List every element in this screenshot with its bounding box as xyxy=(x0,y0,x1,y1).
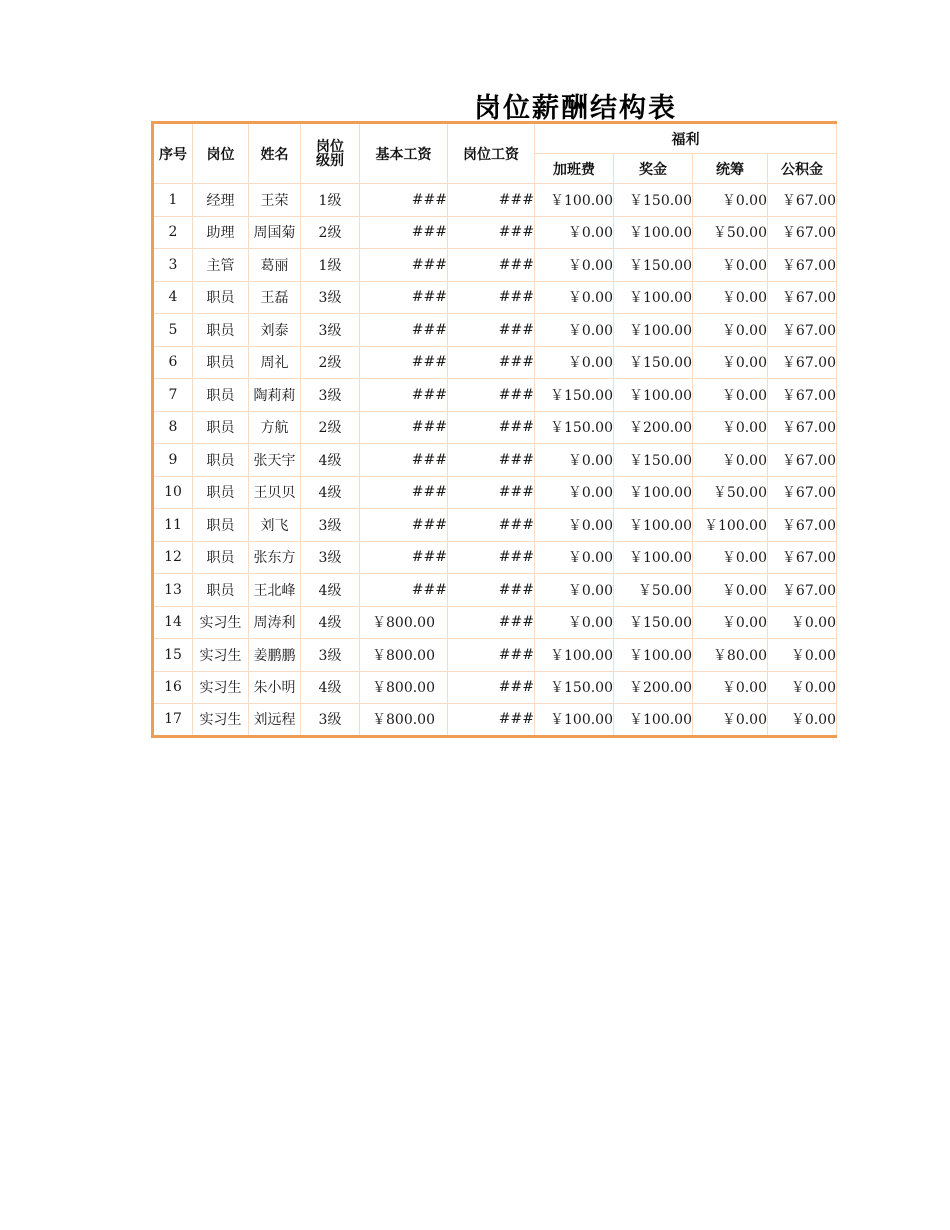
cell-seq[interactable]: 10 xyxy=(153,476,193,509)
salary-table xyxy=(151,121,837,738)
cell-base-salary[interactable]: ### xyxy=(360,541,448,574)
cell-base-salary[interactable]: ### xyxy=(360,216,448,249)
cell-pooling[interactable]: ￥0.00 xyxy=(693,184,768,217)
cell-name[interactable]: 葛丽 xyxy=(249,249,301,282)
cell-bonus[interactable]: ￥100.00 xyxy=(614,281,693,314)
cell-name[interactable]: 刘远程 xyxy=(249,704,301,737)
cell-pooling[interactable]: ￥50.00 xyxy=(693,476,768,509)
cell-level[interactable]: 3级 xyxy=(301,281,360,314)
cell-seq[interactable]: 5 xyxy=(153,314,193,347)
cell-housing-fund[interactable]: ￥67.00 xyxy=(768,411,837,444)
cell-post-salary[interactable]: ### xyxy=(448,541,535,574)
cell-level[interactable]: 3级 xyxy=(301,509,360,542)
cell-post[interactable]: 助理 xyxy=(193,216,249,249)
cell-housing-fund[interactable]: ￥67.00 xyxy=(768,574,837,607)
cell-overtime[interactable]: ￥100.00 xyxy=(535,704,614,737)
cell-post-salary[interactable]: ### xyxy=(448,281,535,314)
cell-level[interactable]: 3级 xyxy=(301,379,360,412)
cell-post-salary[interactable]: ### xyxy=(448,184,535,217)
cell-post-salary[interactable]: ### xyxy=(448,346,535,379)
cell-base-salary[interactable]: ### xyxy=(360,476,448,509)
cell-name[interactable]: 周国菊 xyxy=(249,216,301,249)
cell-name[interactable]: 姜鹏鹏 xyxy=(249,639,301,672)
table-row xyxy=(153,444,837,477)
sheet-title: 岗位薪酬结构表 xyxy=(474,93,677,124)
cell-base-salary[interactable]: ### xyxy=(360,509,448,542)
cell-pooling[interactable]: ￥80.00 xyxy=(693,639,768,672)
cell-housing-fund[interactable]: ￥67.00 xyxy=(768,541,837,574)
cell-pooling[interactable]: ￥50.00 xyxy=(693,216,768,249)
cell-base-salary[interactable]: ￥800.00 xyxy=(360,671,448,704)
cell-housing-fund[interactable]: ￥67.00 xyxy=(768,184,837,217)
cell-post[interactable]: 实习生 xyxy=(193,639,249,672)
cell-base-salary[interactable]: ### xyxy=(360,184,448,217)
cell-overtime[interactable]: ￥0.00 xyxy=(535,606,614,639)
cell-level[interactable]: 4级 xyxy=(301,476,360,509)
cell-level[interactable]: 2级 xyxy=(301,411,360,444)
cell-pooling[interactable]: ￥0.00 xyxy=(693,249,768,282)
cell-level[interactable]: 4级 xyxy=(301,671,360,704)
cell-overtime[interactable]: ￥0.00 xyxy=(535,574,614,607)
cell-level[interactable]: 1级 xyxy=(301,249,360,282)
cell-bonus[interactable]: ￥100.00 xyxy=(614,476,693,509)
header-seq[interactable]: 序号 xyxy=(153,123,193,184)
cell-base-salary[interactable]: ￥800.00 xyxy=(360,606,448,639)
table-row xyxy=(153,249,837,282)
cell-pooling[interactable]: ￥0.00 xyxy=(693,314,768,347)
cell-overtime[interactable]: ￥0.00 xyxy=(535,476,614,509)
cell-overtime[interactable]: ￥0.00 xyxy=(535,444,614,477)
cell-housing-fund[interactable]: ￥67.00 xyxy=(768,476,837,509)
table-row xyxy=(153,314,837,347)
cell-post-salary[interactable]: ### xyxy=(448,444,535,477)
cell-post-salary[interactable]: ### xyxy=(448,476,535,509)
cell-bonus[interactable]: ￥150.00 xyxy=(614,184,693,217)
cell-seq[interactable]: 6 xyxy=(153,346,193,379)
cell-pooling[interactable]: ￥0.00 xyxy=(693,281,768,314)
cell-level[interactable]: 4级 xyxy=(301,444,360,477)
cell-post[interactable]: 职员 xyxy=(193,541,249,574)
cell-pooling[interactable]: ￥0.00 xyxy=(693,574,768,607)
cell-level[interactable]: 1级 xyxy=(301,184,360,217)
cell-seq[interactable]: 16 xyxy=(153,671,193,704)
cell-post-salary[interactable]: ### xyxy=(448,509,535,542)
cell-housing-fund[interactable]: ￥67.00 xyxy=(768,249,837,282)
cell-bonus[interactable]: ￥200.00 xyxy=(614,411,693,444)
header-welfare[interactable]: 福利 xyxy=(535,123,837,154)
cell-bonus[interactable]: ￥100.00 xyxy=(614,379,693,412)
cell-seq[interactable]: 11 xyxy=(153,509,193,542)
cell-housing-fund[interactable]: ￥0.00 xyxy=(768,639,837,672)
cell-seq[interactable]: 8 xyxy=(153,411,193,444)
table-row xyxy=(153,184,837,217)
cell-pooling[interactable]: ￥0.00 xyxy=(693,444,768,477)
cell-base-salary[interactable]: ### xyxy=(360,249,448,282)
cell-base-salary[interactable]: ￥800.00 xyxy=(360,704,448,737)
cell-base-salary[interactable]: ￥800.00 xyxy=(360,639,448,672)
cell-pooling[interactable]: ￥0.00 xyxy=(693,346,768,379)
cell-level[interactable]: 3级 xyxy=(301,314,360,347)
cell-pooling[interactable]: ￥0.00 xyxy=(693,671,768,704)
cell-name[interactable]: 王磊 xyxy=(249,281,301,314)
cell-name[interactable]: 刘泰 xyxy=(249,314,301,347)
cell-housing-fund[interactable]: ￥67.00 xyxy=(768,444,837,477)
cell-housing-fund[interactable]: ￥67.00 xyxy=(768,216,837,249)
header-pooling[interactable]: 统筹 xyxy=(693,154,768,184)
cell-name[interactable]: 周涛利 xyxy=(249,606,301,639)
cell-bonus[interactable]: ￥150.00 xyxy=(614,346,693,379)
cell-post[interactable]: 经理 xyxy=(193,184,249,217)
cell-level[interactable]: 3级 xyxy=(301,639,360,672)
cell-name[interactable]: 王贝贝 xyxy=(249,476,301,509)
cell-base-salary[interactable]: ### xyxy=(360,346,448,379)
cell-post[interactable]: 职员 xyxy=(193,574,249,607)
cell-seq[interactable]: 3 xyxy=(153,249,193,282)
cell-base-salary[interactable]: ### xyxy=(360,379,448,412)
cell-level[interactable]: 3级 xyxy=(301,704,360,737)
cell-name[interactable]: 方航 xyxy=(249,411,301,444)
cell-seq[interactable]: 15 xyxy=(153,639,193,672)
table-row xyxy=(153,704,837,737)
table-row xyxy=(153,281,837,314)
cell-name[interactable]: 张天宇 xyxy=(249,444,301,477)
cell-seq[interactable]: 12 xyxy=(153,541,193,574)
cell-overtime[interactable]: ￥100.00 xyxy=(535,184,614,217)
cell-base-salary[interactable]: ### xyxy=(360,314,448,347)
cell-name[interactable]: 王荣 xyxy=(249,184,301,217)
cell-post[interactable]: 职员 xyxy=(193,509,249,542)
cell-overtime[interactable]: ￥0.00 xyxy=(535,346,614,379)
cell-housing-fund[interactable]: ￥67.00 xyxy=(768,379,837,412)
cell-name[interactable]: 周礼 xyxy=(249,346,301,379)
cell-post[interactable]: 职员 xyxy=(193,346,249,379)
cell-post-salary[interactable]: ### xyxy=(448,411,535,444)
cell-seq[interactable]: 4 xyxy=(153,281,193,314)
cell-base-salary[interactable]: ### xyxy=(360,444,448,477)
table-row xyxy=(153,346,837,379)
cell-base-salary[interactable]: ### xyxy=(360,574,448,607)
cell-post-salary[interactable]: ### xyxy=(448,574,535,607)
cell-post-salary[interactable]: ### xyxy=(448,671,535,704)
cell-housing-fund[interactable]: ￥0.00 xyxy=(768,606,837,639)
cell-name[interactable]: 张东方 xyxy=(249,541,301,574)
cell-seq[interactable]: 17 xyxy=(153,704,193,737)
cell-pooling[interactable]: ￥0.00 xyxy=(693,411,768,444)
cell-housing-fund[interactable]: ￥0.00 xyxy=(768,704,837,737)
cell-bonus[interactable]: ￥50.00 xyxy=(614,574,693,607)
header-post-salary[interactable]: 岗位工资 xyxy=(448,123,535,184)
cell-bonus[interactable]: ￥150.00 xyxy=(614,249,693,282)
table-row xyxy=(153,541,837,574)
table-row xyxy=(153,639,837,672)
table-row xyxy=(153,411,837,444)
cell-level[interactable]: 4级 xyxy=(301,606,360,639)
cell-post[interactable]: 职员 xyxy=(193,281,249,314)
cell-post[interactable]: 职员 xyxy=(193,411,249,444)
table-row xyxy=(153,606,837,639)
cell-name[interactable]: 朱小明 xyxy=(249,671,301,704)
cell-base-salary[interactable]: ### xyxy=(360,281,448,314)
header-base-salary[interactable]: 基本工资 xyxy=(360,123,448,184)
table-row xyxy=(153,216,837,249)
cell-overtime[interactable]: ￥150.00 xyxy=(535,671,614,704)
cell-overtime[interactable]: ￥0.00 xyxy=(535,216,614,249)
cell-post-salary[interactable]: ### xyxy=(448,639,535,672)
cell-bonus[interactable]: ￥100.00 xyxy=(614,704,693,737)
cell-overtime[interactable]: ￥150.00 xyxy=(535,379,614,412)
cell-pooling[interactable]: ￥0.00 xyxy=(693,541,768,574)
cell-post-salary[interactable]: ### xyxy=(448,379,535,412)
cell-overtime[interactable]: ￥150.00 xyxy=(535,411,614,444)
cell-overtime[interactable]: ￥0.00 xyxy=(535,249,614,282)
header-bonus[interactable]: 奖金 xyxy=(614,154,693,184)
cell-bonus[interactable]: ￥100.00 xyxy=(614,216,693,249)
cell-bonus[interactable]: ￥150.00 xyxy=(614,606,693,639)
cell-bonus[interactable]: ￥100.00 xyxy=(614,541,693,574)
cell-seq[interactable]: 14 xyxy=(153,606,193,639)
table-row xyxy=(153,574,837,607)
cell-post[interactable]: 职员 xyxy=(193,314,249,347)
cell-pooling[interactable]: ￥0.00 xyxy=(693,704,768,737)
cell-post-salary[interactable]: ### xyxy=(448,249,535,282)
cell-pooling[interactable]: ￥0.00 xyxy=(693,606,768,639)
cell-post[interactable]: 实习生 xyxy=(193,606,249,639)
cell-post[interactable]: 实习生 xyxy=(193,671,249,704)
cell-overtime[interactable]: ￥0.00 xyxy=(535,541,614,574)
header-level[interactable] xyxy=(301,123,360,184)
cell-housing-fund[interactable]: ￥0.00 xyxy=(768,671,837,704)
cell-bonus[interactable]: ￥100.00 xyxy=(614,509,693,542)
cell-housing-fund[interactable]: ￥67.00 xyxy=(768,314,837,347)
cell-pooling[interactable]: ￥0.00 xyxy=(693,379,768,412)
header-housing-fund[interactable]: 公积金 xyxy=(768,154,837,184)
cell-bonus[interactable]: ￥100.00 xyxy=(614,314,693,347)
header-post[interactable]: 岗位 xyxy=(193,123,249,184)
cell-seq[interactable]: 13 xyxy=(153,574,193,607)
cell-level[interactable]: 2级 xyxy=(301,216,360,249)
cell-overtime[interactable]: ￥0.00 xyxy=(535,509,614,542)
cell-base-salary[interactable]: ### xyxy=(360,411,448,444)
cell-name[interactable]: 陶莉莉 xyxy=(249,379,301,412)
cell-level[interactable]: 2级 xyxy=(301,346,360,379)
cell-post[interactable]: 职员 xyxy=(193,444,249,477)
header-level-line2: 级别 xyxy=(316,152,344,169)
cell-level[interactable]: 3级 xyxy=(301,541,360,574)
header-level-line1: 岗位 xyxy=(316,138,344,155)
cell-overtime[interactable]: ￥0.00 xyxy=(535,314,614,347)
cell-housing-fund[interactable]: ￥67.00 xyxy=(768,509,837,542)
header-overtime[interactable]: 加班费 xyxy=(535,154,614,184)
cell-post-salary[interactable]: ### xyxy=(448,704,535,737)
cell-post[interactable]: 主管 xyxy=(193,249,249,282)
cell-post-salary[interactable]: ### xyxy=(448,216,535,249)
table-row xyxy=(153,509,837,542)
cell-post[interactable]: 实习生 xyxy=(193,704,249,737)
cell-bonus[interactable]: ￥100.00 xyxy=(614,639,693,672)
table-row xyxy=(153,476,837,509)
cell-overtime[interactable]: ￥100.00 xyxy=(535,639,614,672)
cell-seq[interactable]: 7 xyxy=(153,379,193,412)
cell-seq[interactable]: 1 xyxy=(153,184,193,217)
table-row xyxy=(153,671,837,704)
cell-housing-fund[interactable]: ￥67.00 xyxy=(768,346,837,379)
cell-bonus[interactable]: ￥150.00 xyxy=(614,444,693,477)
cell-housing-fund[interactable]: ￥67.00 xyxy=(768,281,837,314)
cell-seq[interactable]: 9 xyxy=(153,444,193,477)
cell-post[interactable]: 职员 xyxy=(193,379,249,412)
cell-post-salary[interactable]: ### xyxy=(448,606,535,639)
cell-post[interactable]: 职员 xyxy=(193,476,249,509)
header-name[interactable]: 姓名 xyxy=(249,123,301,184)
cell-name[interactable]: 王北峰 xyxy=(249,574,301,607)
cell-bonus[interactable]: ￥200.00 xyxy=(614,671,693,704)
cell-pooling[interactable]: ￥100.00 xyxy=(693,509,768,542)
cell-level[interactable]: 4级 xyxy=(301,574,360,607)
cell-post-salary[interactable]: ### xyxy=(448,314,535,347)
cell-overtime[interactable]: ￥0.00 xyxy=(535,281,614,314)
cell-name[interactable]: 刘飞 xyxy=(249,509,301,542)
cell-seq[interactable]: 2 xyxy=(153,216,193,249)
table-row xyxy=(153,379,837,412)
